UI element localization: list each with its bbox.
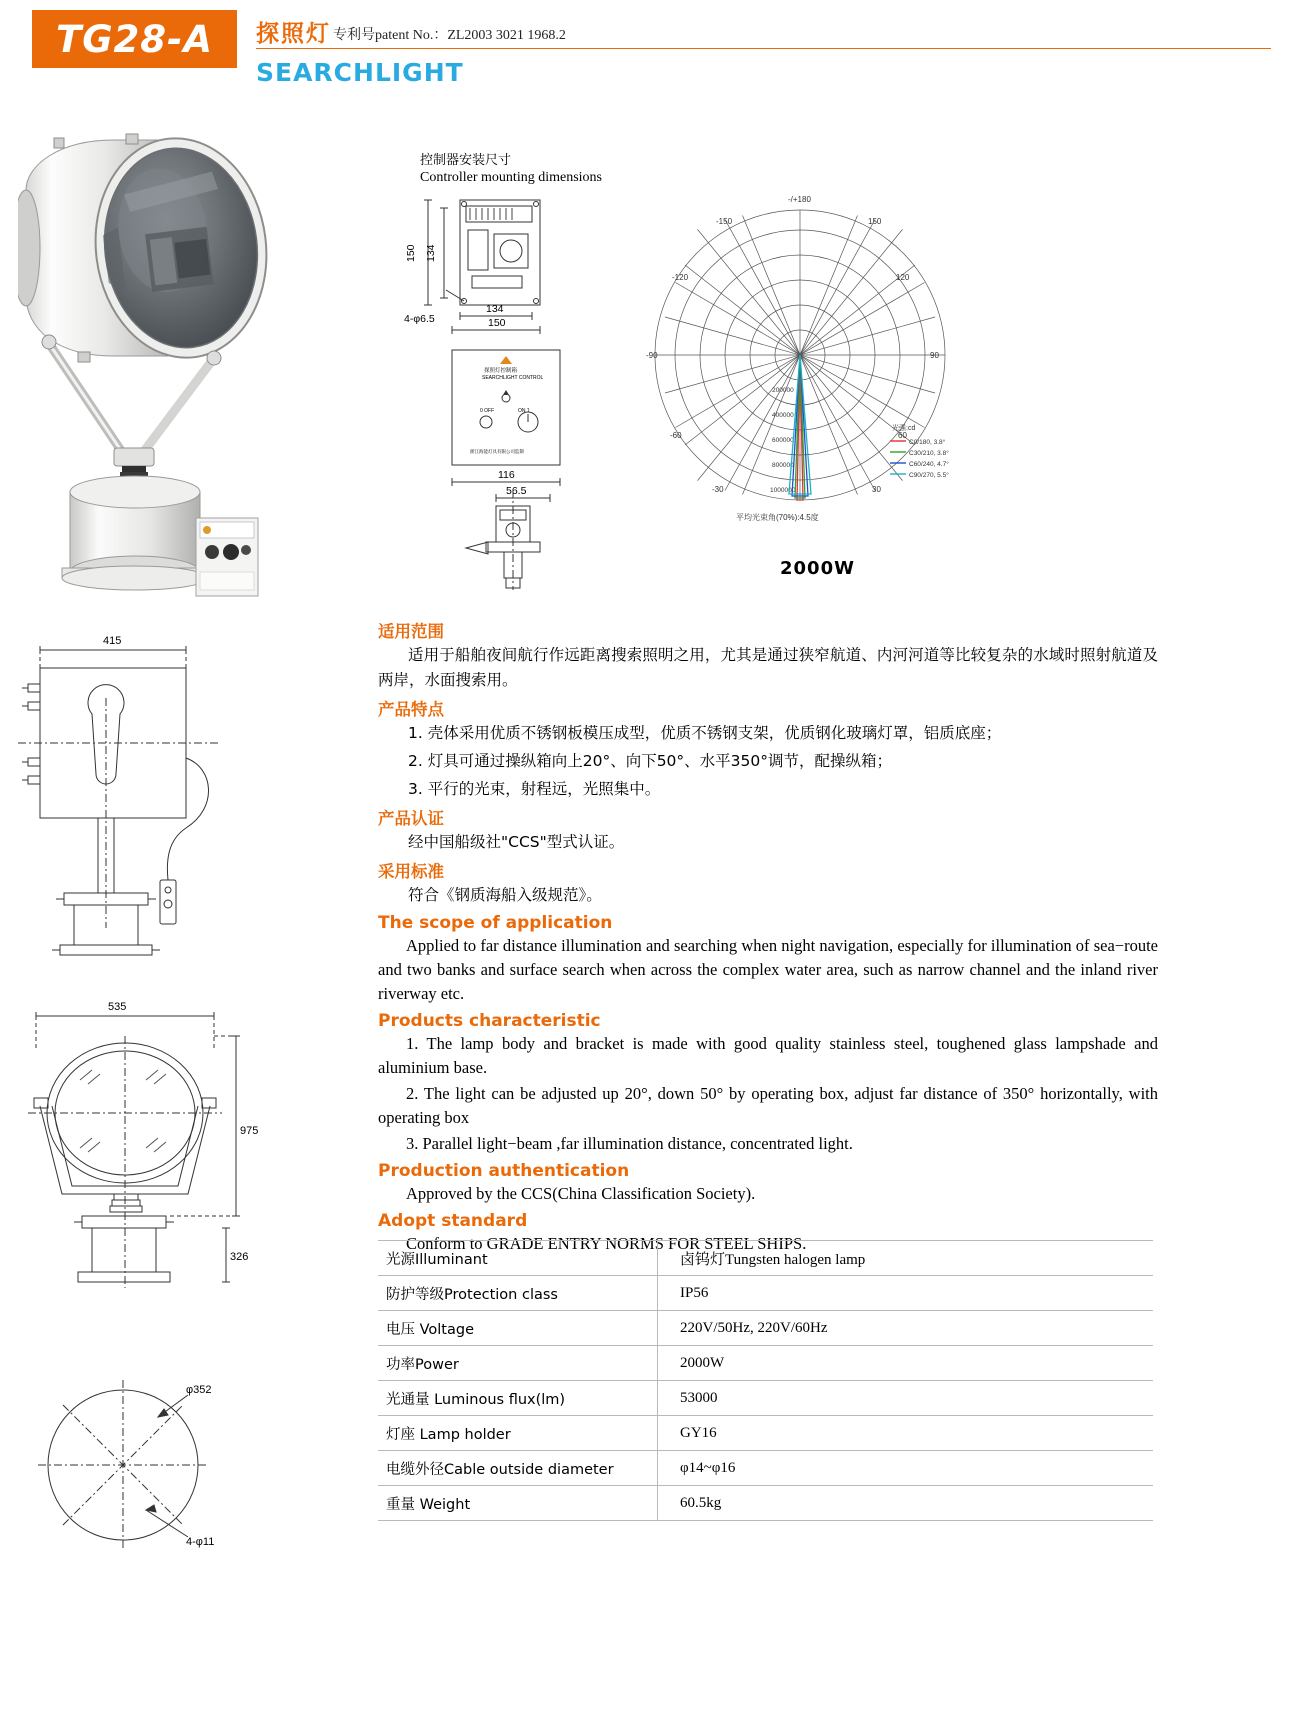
- panel-label-en: SEARCHLIGHT CONTROL: [482, 375, 544, 381]
- dim-front-width: 535: [108, 1001, 127, 1013]
- wattage-label: 2000W: [780, 558, 855, 579]
- polar-angle--120: -120: [672, 273, 689, 282]
- text-scope-en: Applied to far distance illumination and searching when night navigation, especially for illumination of sea−route and two banks and surface search when across the complex water area, such as narrow channel and the inland river riverway etc.: [378, 936, 1158, 1003]
- product-title-cn: 探照灯: [256, 21, 331, 47]
- polar-r-1000000: 1000000: [770, 487, 796, 494]
- panel-switch-right: ON 1: [518, 408, 530, 414]
- spec-value: 60.5kg: [658, 1486, 1154, 1521]
- specification-table: [378, 1240, 1153, 1521]
- dim-side-width: 415: [103, 635, 122, 647]
- heading-features-cn: 产品特点: [378, 700, 444, 719]
- polar-r-600000: 600000: [772, 437, 794, 444]
- spec-key: 功率Power: [378, 1346, 658, 1381]
- spec-key: 防护等级Protection class: [378, 1276, 658, 1311]
- polar-legend-0: C0/180, 3.8°: [909, 439, 946, 446]
- polar-angle--30: -30: [712, 485, 724, 494]
- dim-w-outer: 150: [488, 317, 506, 329]
- heading-adopt-standard-en: Adopt standard: [378, 1211, 528, 1231]
- text-authentication-en: Approved by the CCS(China Classification Society).: [406, 1184, 756, 1203]
- polar-angle--60: -60: [670, 431, 682, 440]
- dim-base-height: 326: [230, 1251, 249, 1263]
- spec-key: 电压 Voltage: [378, 1311, 658, 1346]
- table-row: [378, 1486, 1153, 1521]
- text-features-cn-2: 2. 灯具可通过操纵箱向上20°、向下50°、水平350°调节，配操纵箱；: [408, 752, 892, 770]
- spec-value: IP56: [658, 1276, 1154, 1311]
- polar-footer: 平均光束角(70%):4.5度: [736, 513, 819, 522]
- drawing-front-view: [18, 988, 358, 1338]
- controller-caption-cn: 控制器安装尺寸: [420, 153, 512, 168]
- polar-r-400000: 400000: [772, 412, 794, 419]
- table-row: [378, 1241, 1153, 1276]
- text-scope-cn: 适用于船舶夜间航行作远距离搜索照明之用，尤其是通过狭窄航道、内河河道等比较复杂的水域时照射航道及两岸，水面搜索用。: [378, 646, 1158, 689]
- heading-certification-cn: 产品认证: [378, 809, 444, 828]
- patent-number: 专利号patent No.：ZL2003 3021 1968.2: [333, 28, 566, 43]
- polar-angle-150: 150: [868, 217, 882, 226]
- spec-key: 电缆外径Cable outside diameter: [378, 1451, 658, 1486]
- polar-angle-120: 120: [896, 273, 910, 282]
- text-certification-cn: 经中国船级社"CCS"型式认证。: [408, 833, 625, 851]
- heading-standard-cn: 采用标准: [378, 862, 444, 881]
- model-badge: TG28-A: [32, 10, 237, 68]
- drawing-base-plan: [18, 1355, 358, 1585]
- spec-value: φ14~φ16: [658, 1451, 1154, 1486]
- spec-key: 灯座 Lamp holder: [378, 1416, 658, 1451]
- polar-r-800000: 800000: [772, 462, 794, 469]
- dim-base-holes: 4-φ11: [186, 1536, 215, 1548]
- heading-authentication-en: Production authentication: [378, 1161, 630, 1181]
- dim-base-circle: φ352: [186, 1384, 212, 1396]
- dim-panel-width: 116: [498, 469, 515, 481]
- table-row: [378, 1346, 1153, 1381]
- panel-switch-left: 0 OFF: [480, 408, 495, 414]
- polar-angle-90: 90: [930, 351, 939, 360]
- dim-w-inner: 134: [486, 303, 504, 315]
- text-features-cn-3: 3. 平行的光束，射程远，光照集中。: [408, 780, 661, 798]
- table-row: [378, 1451, 1153, 1486]
- spec-key: 重量 Weight: [378, 1486, 658, 1521]
- panel-label-cn: 探照灯控制箱: [484, 368, 518, 374]
- text-features-en-3: 3. Parallel light−beam ,far illumination distance, concentrated light.: [406, 1134, 853, 1153]
- text-features-en-1: 1. The lamp body and bracket is made with good quality stainless steel, toughened glass lampshade and aluminium base.: [378, 1034, 1158, 1077]
- spec-value: 2000W: [658, 1346, 1154, 1381]
- page-header: [0, 0, 1303, 100]
- product-title-en: SEARCHLIGHT: [256, 58, 464, 87]
- polar-angle-180: -/+180: [788, 195, 811, 204]
- dim-h-inner: 134: [425, 244, 437, 262]
- polar-angle--90: -90: [646, 351, 658, 360]
- heading-scope-cn: 适用范围: [378, 622, 444, 641]
- polar-angle--150: -150: [716, 217, 733, 226]
- description-column: [378, 618, 1158, 1258]
- polar-angle-60: 60: [898, 431, 907, 440]
- panel-sub: 浙江海能灯具有限公司监制: [470, 449, 524, 454]
- dim-front-height: 975: [240, 1125, 259, 1137]
- heading-scope-en: The scope of application: [378, 913, 613, 933]
- controller-caption-en: Controller mounting dimensions: [420, 170, 602, 185]
- product-photo: [18, 120, 348, 610]
- table-row: [378, 1381, 1153, 1416]
- text-standard-cn: 符合《钢质海船入级规范》。: [408, 886, 602, 904]
- spec-value: 卤钨灯Tungsten halogen lamp: [658, 1241, 1154, 1276]
- drawing-side-view: [18, 628, 358, 973]
- table-row: [378, 1416, 1153, 1451]
- dim-holes: 4-φ6.5: [404, 313, 435, 325]
- drawing-controller: [400, 150, 650, 600]
- table-row: [378, 1276, 1153, 1311]
- polar-legend-3: C90/270, 5.5°: [909, 472, 949, 479]
- dim-h-outer: 150: [405, 244, 417, 262]
- heading-features-en: Products characteristic: [378, 1011, 601, 1031]
- polar-legend-2: C60/240, 4.7°: [909, 461, 949, 468]
- polar-angle-30: 30: [872, 485, 881, 494]
- header-divider: [256, 48, 1271, 49]
- polar-photometric-chart: [640, 180, 960, 570]
- polar-r-200000: 200000: [772, 387, 794, 394]
- spec-key: 光通量 Luminous flux(lm): [378, 1381, 658, 1416]
- table-row: [378, 1311, 1153, 1346]
- spec-value: GY16: [658, 1416, 1154, 1451]
- spec-value: 53000: [658, 1381, 1154, 1416]
- spec-key: 光源Illuminant: [378, 1241, 658, 1276]
- dim-panel-depth: 56.5: [506, 485, 527, 497]
- polar-legend-1: C30/210, 3.8°: [909, 450, 949, 457]
- spec-value: 220V/50Hz, 220V/60Hz: [658, 1311, 1154, 1346]
- polar-legend-title: 光强:cd: [892, 425, 916, 432]
- text-adopt-standard-en: Conform to GRADE ENTRY NORMS FOR STEEL SHIPS.: [406, 1234, 807, 1253]
- text-features-en-2: 2. The light can be adjusted up 20°, down 50° by operating box, adjust far distance of 350° horizontally, with operating box: [378, 1084, 1158, 1127]
- text-features-cn-1: 1. 壳体采用优质不锈钢板模压成型，优质不锈钢支架，优质钢化玻璃灯罩，铝质底座；: [408, 724, 1002, 742]
